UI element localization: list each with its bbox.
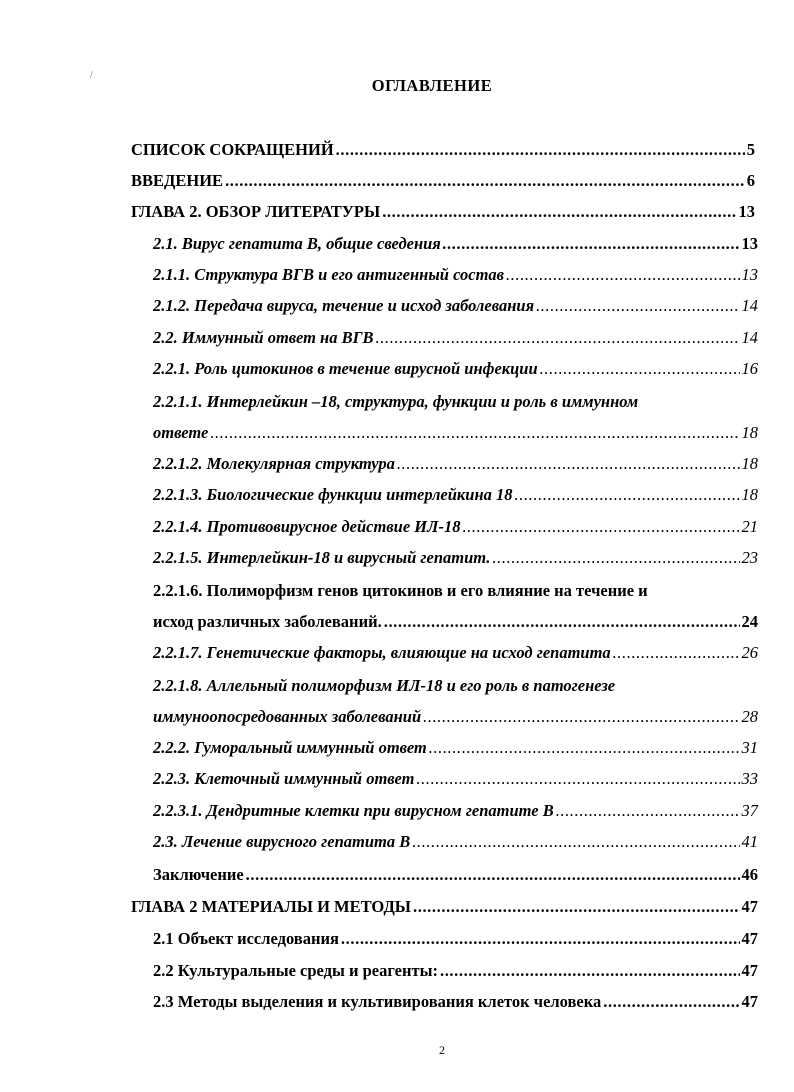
toc-entry-page: 28 xyxy=(741,707,758,726)
toc-entry-label: 2.1.2. Передача вируса, течение и исход заболевания xyxy=(153,296,535,315)
toc-entry-chapter-materials[interactable] xyxy=(131,897,758,917)
toc-entry-2-2-1-3[interactable] xyxy=(153,485,758,505)
toc-entry-2-2[interactable] xyxy=(153,328,758,348)
toc-entry-2-2-1-6-line1[interactable] xyxy=(153,581,758,601)
toc-entry-label: 2.3. Лечение вирусного гепатита В xyxy=(153,832,411,851)
toc-entry-label-continued: исход различных заболеваний. xyxy=(153,612,382,631)
toc-entry-2-2-1-8-line2[interactable] xyxy=(153,707,758,727)
toc-entry-label: СПИСОК СОКРАЩЕНИЙ xyxy=(131,140,334,159)
toc-entry-label: 2.2 Культуральные среды и реагенты: xyxy=(153,961,438,980)
toc-entry-page: 47 xyxy=(741,961,758,980)
toc-entry-2-2-1-1-line1[interactable] xyxy=(153,392,758,412)
toc-entry-page: 13 xyxy=(741,234,758,253)
toc-entry-page: 37 xyxy=(741,801,758,820)
toc-entry-page: 33 xyxy=(741,769,758,788)
toc-entry-2-2-3-1[interactable] xyxy=(153,801,758,821)
toc-entry-2-1-1[interactable] xyxy=(153,265,758,285)
page-number: 2 xyxy=(439,1043,445,1057)
toc-entry-label: 2.2.1.8. Аллельный полиморфизм ИЛ-18 и его роль в патогенезе xyxy=(153,676,616,695)
dot-leader xyxy=(440,961,740,981)
toc-entry-materials-2-2[interactable] xyxy=(153,961,758,981)
toc-entry-materials-2-1[interactable] xyxy=(153,929,758,949)
page-title: ОГЛАВЛЕНИЕ xyxy=(371,76,493,95)
toc-entry-label: 2.2.3.1. Дендритные клетки при вирусном гепатите В xyxy=(153,801,554,820)
toc-entry-page: 5 xyxy=(746,140,755,159)
toc-entry-page: 21 xyxy=(741,517,758,536)
toc-entry-page: 31 xyxy=(741,738,758,757)
toc-entry-introduction[interactable] xyxy=(131,171,755,191)
toc-entry-page: 18 xyxy=(741,454,758,473)
toc-entry-label: ГЛАВА 2. ОБЗОР ЛИТЕРАТУРЫ xyxy=(131,202,381,221)
dot-leader xyxy=(506,265,739,285)
toc-entry-label: 2.2.1.5. Интерлейкин-18 и вирусный гепатит. xyxy=(153,548,491,567)
toc-entry-label: ВВЕДЕНИЕ xyxy=(131,171,224,190)
dot-leader xyxy=(384,612,740,632)
toc-entry-page: 18 xyxy=(741,485,758,504)
toc-entry-label: 2.1. Вирус гепатита В, общие сведения xyxy=(153,234,441,253)
dot-leader xyxy=(515,485,740,505)
toc-entry-label: 2.2.1.2. Молекулярная структура xyxy=(153,454,395,473)
dot-leader xyxy=(412,832,739,852)
toc-entry-label: Заключение xyxy=(153,865,244,884)
dot-leader xyxy=(423,707,739,727)
toc-entry-page: 18 xyxy=(741,423,758,442)
toc-entry-label: 2.2.1.6. Полиморфизм генов цитокинов и его влияние на течение и xyxy=(153,581,648,600)
dot-leader xyxy=(443,234,740,254)
toc-entry-label: 2.1.1. Структура ВГВ и его антигенный состав xyxy=(153,265,505,284)
toc-entry-label: 2.2.1.4. Противовирусное действие ИЛ-18 xyxy=(153,517,461,536)
dot-leader xyxy=(225,171,745,191)
toc-entry-page: 47 xyxy=(741,897,758,916)
toc-entry-page: 13 xyxy=(741,265,758,284)
toc-entry-materials-2-3[interactable] xyxy=(153,992,758,1012)
toc-entry-page: 6 xyxy=(746,171,755,190)
toc-entry-2-2-1-1-line2[interactable] xyxy=(153,423,758,443)
toc-entry-2-2-1-6-line2[interactable] xyxy=(153,612,758,632)
dot-leader xyxy=(376,328,740,348)
dot-leader xyxy=(492,548,739,568)
toc-entry-label-continued: иммуноопосредованных заболеваний xyxy=(153,707,422,726)
toc-entry-page: 14 xyxy=(741,296,758,315)
toc-entry-chapter-review[interactable] xyxy=(131,202,755,222)
toc-entry-label-continued: ответе xyxy=(153,423,209,442)
toc-entry-page: 41 xyxy=(741,832,758,851)
toc-entry-page: 23 xyxy=(741,548,758,567)
dot-leader xyxy=(429,738,740,758)
toc-entry-2-2-1-2[interactable] xyxy=(153,454,758,474)
toc-entry-2-2-1-5[interactable] xyxy=(153,548,758,568)
toc-entry-page: 47 xyxy=(741,929,758,948)
toc-entry-label: 2.2.1.3. Биологические функции интерлейкина 18 xyxy=(153,485,513,504)
toc-entry-2-2-1[interactable] xyxy=(153,359,758,379)
dot-leader xyxy=(397,454,740,474)
dot-leader xyxy=(536,296,739,316)
toc-entry-page: 47 xyxy=(741,992,758,1011)
toc-entry-abbreviations[interactable] xyxy=(131,140,755,160)
toc-entry-label: 2.1 Объект исследования xyxy=(153,929,339,948)
toc-entry-label: 2.2. Иммунный ответ на ВГВ xyxy=(153,328,374,347)
toc-entry-2-2-1-4[interactable] xyxy=(153,517,758,537)
toc-entry-label: 2.2.2. Гуморальный иммунный ответ xyxy=(153,738,427,757)
dot-leader xyxy=(246,865,740,885)
toc-entry-label: 2.2.3. Клеточный иммунный ответ xyxy=(153,769,415,788)
dot-leader xyxy=(413,897,740,917)
dot-leader xyxy=(613,643,740,663)
toc-entry-label: 2.3 Методы выделения и культивирования клеток человека xyxy=(153,992,602,1011)
toc-entry-label: 2.2.1.1. Интерлейкин –18, структура, функции и роль в иммунном xyxy=(153,392,639,411)
toc-entry-2-2-1-8-line1[interactable] xyxy=(153,676,758,696)
toc-entry-2-2-3[interactable] xyxy=(153,769,758,789)
toc-entry-2-1[interactable] xyxy=(153,234,758,254)
dot-leader xyxy=(210,423,739,443)
toc-entry-page: 16 xyxy=(741,359,758,378)
toc-entry-page: 24 xyxy=(741,612,758,631)
scan-mark: / xyxy=(90,70,93,81)
dot-leader xyxy=(556,801,740,821)
toc-entry-2-1-2[interactable] xyxy=(153,296,758,316)
toc-entry-page: 13 xyxy=(738,202,755,221)
toc-entry-page: 14 xyxy=(741,328,758,347)
dot-leader xyxy=(603,992,739,1012)
toc-entry-2-2-1-7[interactable] xyxy=(153,643,758,663)
toc-entry-conclusion[interactable] xyxy=(153,865,758,885)
dot-leader xyxy=(336,140,745,160)
dot-leader xyxy=(416,769,739,789)
toc-entry-2-3[interactable] xyxy=(153,832,758,852)
dot-leader xyxy=(382,202,736,222)
toc-entry-label: 2.2.1. Роль цитокинов в течение вирусной инфекции xyxy=(153,359,538,378)
dot-leader xyxy=(540,359,740,379)
toc-entry-page: 46 xyxy=(741,865,758,884)
toc-entry-2-2-2[interactable] xyxy=(153,738,758,758)
toc-entry-label: ГЛАВА 2 МАТЕРИАЛЫ И МЕТОДЫ xyxy=(131,897,411,916)
dot-leader xyxy=(462,517,739,537)
dot-leader xyxy=(341,929,740,949)
toc-entry-page: 26 xyxy=(741,643,758,662)
toc-entry-label: 2.2.1.7. Генетические факторы, влияющие на исход гепатита xyxy=(153,643,611,662)
